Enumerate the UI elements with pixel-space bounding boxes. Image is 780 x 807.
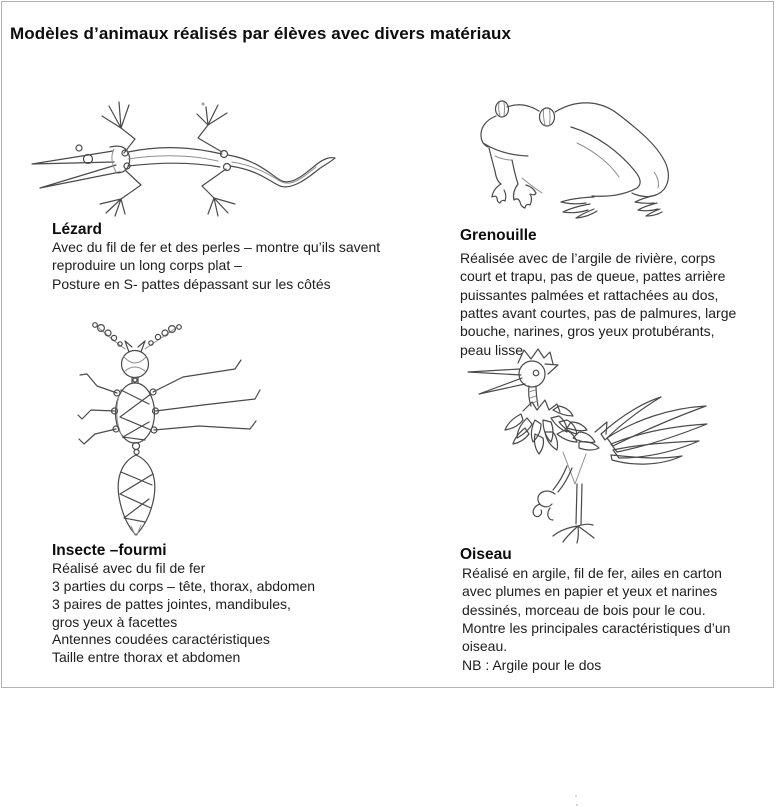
text-grenouille bbox=[460, 249, 736, 359]
text-line: Montre les principales caractéristiques d’un bbox=[462, 620, 731, 637]
text-line: pattes avant courtes, pas de palmures, large bbox=[460, 305, 737, 322]
lizard-wire-sketch-icon bbox=[22, 92, 342, 222]
frog-clay-sketch-icon bbox=[478, 94, 678, 222]
text-line: 3 parties du corps – tête, thorax, abdomen bbox=[52, 577, 316, 594]
text-line: Réalisé avec du fil de fer bbox=[52, 560, 206, 576]
text-line: peau lisse bbox=[460, 341, 524, 358]
heading-oiseau: Oiseau bbox=[460, 546, 512, 563]
text-line: avec plumes en papier et yeux et narines bbox=[462, 583, 718, 600]
text-line: 3 paires de pattes jointes, mandibules, bbox=[52, 595, 291, 612]
text-oiseau bbox=[462, 564, 730, 674]
text-line: Antennes coudées caractéristiques bbox=[52, 631, 270, 648]
text-line: court et trapu, pas de queue, pattes arrière bbox=[460, 268, 726, 285]
text-line: Réalisée avec de l’argile de rivière, corps bbox=[460, 250, 716, 266]
text-lezard bbox=[52, 238, 380, 293]
heading-insecte: Insecte –fourmi bbox=[52, 542, 167, 559]
heading-lezard: Lézard bbox=[52, 221, 102, 238]
text-line: Avec du fil de fer et des perles – montre qu’ils savent bbox=[52, 239, 381, 255]
text-insecte bbox=[52, 560, 315, 667]
text-line: Posture en S- pattes dépassant sur les côtés bbox=[52, 275, 331, 292]
scan-speck bbox=[576, 804, 578, 806]
text-line: gros yeux à facettes bbox=[52, 613, 178, 630]
text-line: reproduire un long corps plat – bbox=[52, 257, 242, 274]
scan-speck bbox=[575, 795, 577, 797]
text-line: bouche, narines, gros yeux protubérants, bbox=[460, 323, 715, 340]
ant-wire-sketch-icon bbox=[75, 322, 275, 542]
heading-grenouille: Grenouille bbox=[460, 227, 537, 244]
text-line: oiseau. bbox=[462, 638, 508, 655]
text-line: Réalisé en argile, fil de fer, ailes en carton bbox=[462, 565, 722, 581]
bird-rooster-sketch-icon bbox=[455, 348, 710, 548]
page-title: Modèles d’animaux réalisés par élèves avec divers matériaux bbox=[10, 24, 512, 43]
text-line: dessinés, morceau de bois pour le cou. bbox=[462, 601, 706, 618]
text-line: NB : Argile pour le dos bbox=[462, 656, 602, 673]
text-line: Taille entre thorax et abdomen bbox=[52, 649, 241, 666]
text-line: puissantes palmées et rattachées au dos, bbox=[460, 286, 719, 303]
